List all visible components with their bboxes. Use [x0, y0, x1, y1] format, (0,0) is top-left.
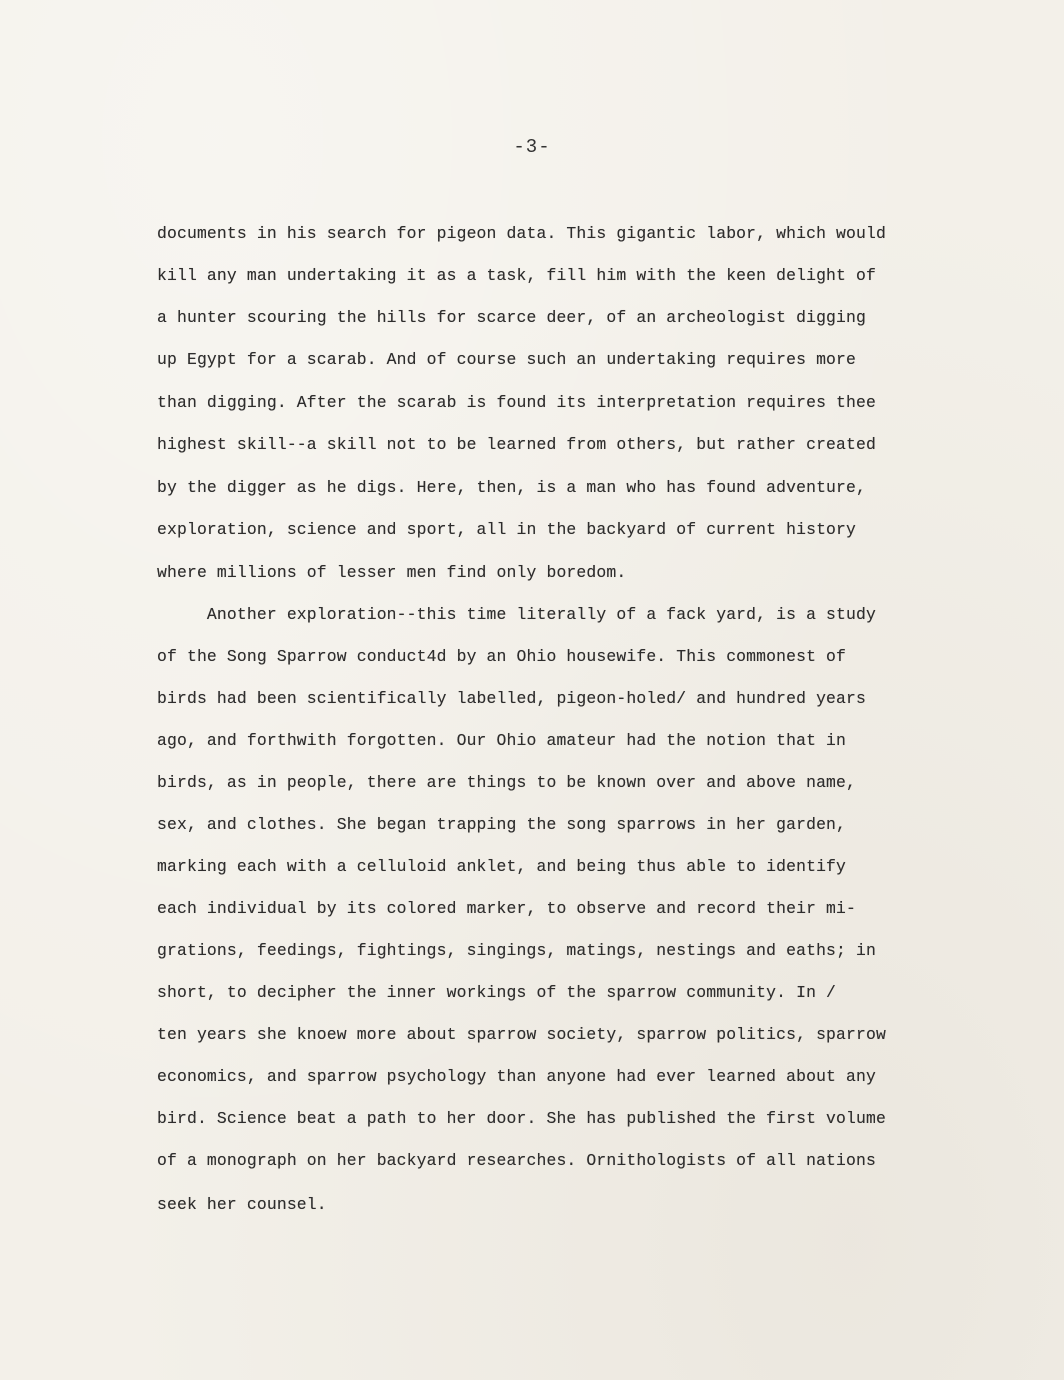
text-line: seek her counsel. [157, 1195, 327, 1214]
text-line: of a monograph on her backyard researches. Ornithologists of all nations [157, 1151, 876, 1170]
text-line: grations, feedings, fightings, singings, matings, nestings and eaths; in [157, 941, 876, 960]
text-line: birds had been scientifically labelled, pigeon-holed/ and hundred years [157, 689, 867, 708]
text-line: bird. Science beat a path to her door. She has published the first volume [157, 1109, 886, 1128]
text-line: sex, and clothes. She began trapping the song sparrows in her garden, [157, 815, 847, 834]
text-line: ago, and forthwith forgotten. Our Ohio amateur had the notion that in [157, 731, 847, 750]
text-line: than digging. After the scarab is found its interpretation requires thee [157, 393, 876, 412]
text-line: marking each with a celluloid anklet, and being thus able to identify [157, 857, 847, 876]
text-line: highest skill--a skill not to be learned from others, but rather created [157, 435, 876, 454]
text-line: exploration, science and sport, all in the backyard of current history [157, 520, 857, 539]
page-number: -3- [513, 136, 551, 158]
text-line: of the Song Sparrow conduct4d by an Ohio housewife. This commonest of [157, 647, 847, 666]
text-line: up Egypt for a scarab. And of course such an undertaking requires more [157, 350, 857, 369]
text-line: a hunter scouring the hills for scarce deer, of an archeologist digging [157, 308, 867, 327]
text-line: where millions of lesser men find only boredom. [157, 563, 627, 582]
text-line: kill any man undertaking it as a task, fill him with the keen delight of [157, 266, 876, 285]
text-line: birds, as in people, there are things to be known over and above name, [157, 773, 857, 792]
text-line: Another exploration--this time literally of a fack yard, is a study [157, 605, 876, 624]
text-line: ten years she knoew more about sparrow society, sparrow politics, sparrow [157, 1025, 886, 1044]
text-line: short, to decipher the inner workings of the sparrow community. In / [157, 983, 837, 1002]
text-line: documents in his search for pigeon data. This gigantic labor, which would [157, 224, 886, 243]
text-line: economics, and sparrow psychology than anyone had ever learned about any [157, 1067, 876, 1086]
text-line: by the digger as he digs. Here, then, is a man who has found adventure, [157, 478, 867, 497]
text-line: each individual by its colored marker, to observe and record their mi- [157, 899, 857, 918]
